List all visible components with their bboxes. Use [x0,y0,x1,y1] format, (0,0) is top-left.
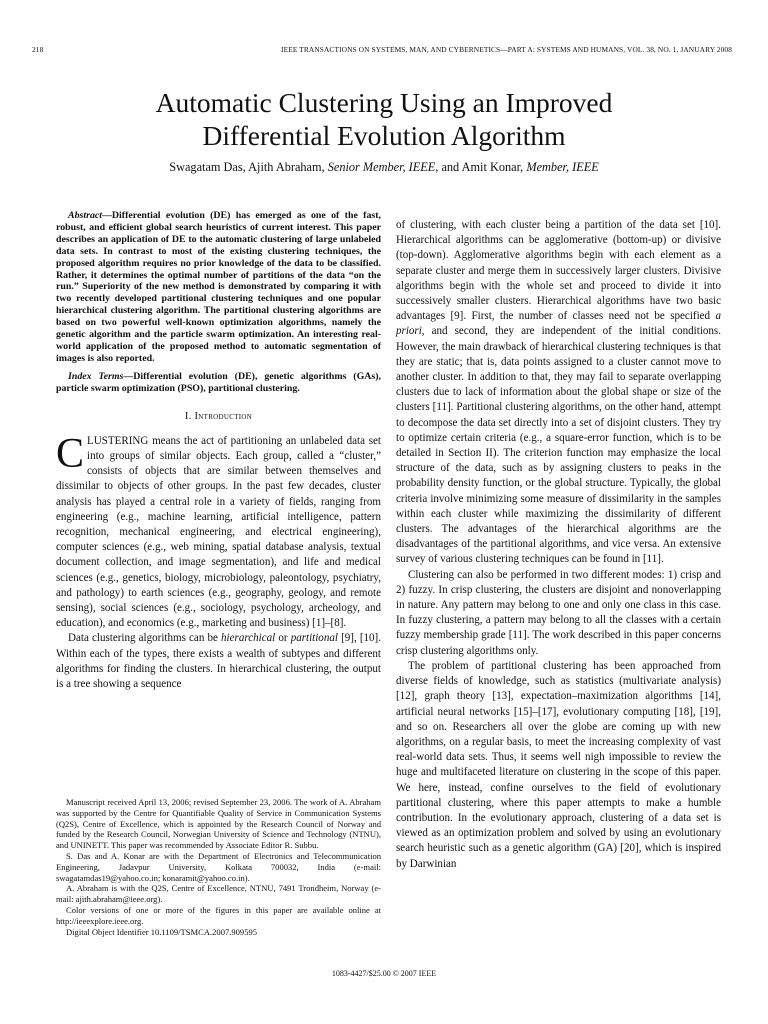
index-terms-label: Index Terms [68,370,124,382]
footnote-manuscript: Manuscript received April 13, 2006; revised September 23, 2006. The work of A. Abraham was supported by the Centre for Quantifiable Quality of Service in Communication Systems (Q2S), Centre of Excellence, which is appointed by the Research Council of Norway and funded by the Research Council, Norwegian University of Science and Technology (NTNU), and UNINETT. This paper was recommended by Associate Editor R. Subbu. [56,797,381,851]
term-partitional: partitional [290,632,338,645]
right-column [396,218,721,872]
page-number: 218 [32,45,44,54]
intro-paragraph-2 [56,631,381,692]
abstract [56,210,381,365]
intro-paragraph-1 [56,430,381,632]
author-names-1: Swagatam Das, Ajith Abraham, [169,160,328,174]
footnote-affiliation-2: A. Abraham is with the Q2S, Centre of Excellence, NTNU, 7491 Trondheim, Norway (e-mail: ajith.abraham@ieee.org). [56,883,381,905]
authors [0,160,768,175]
index-terms [56,371,381,395]
footnote [56,797,381,937]
journal-header: IEEE TRANSACTIONS ON SYSTEMS, MAN, AND CYBERNETICS—PART A: SYSTEMS AND HUMANS, VOL. 38, NO. 1, JANUARY 2008 [281,45,732,54]
index-terms-text: —Differential evolution (DE), genetic algorithms (GAs), particle swarm optimization (PSO), partitional clustering. [56,370,381,394]
abstract-label: Abstract [68,210,103,221]
intro-paragraph-1-text: LUSTERING means the act of partitioning an unlabeled data set into groups of similar objects. Each group, called a “cluster,” consists of objects that are similar between themselves and dissimilar to objects of other groups. In the past few decades, cluster analysis has played a central role in a variety of fields, ranging from engineering (e.g., machine learning, artificial intelligence, pattern recognition, mechanical engineering, and electrical engineering), computer sciences (e.g., web mining, spatial database analysis, textual document collection, and image segmentation), and life and medical sciences (e.g., genetics, biology, microbiology, paleontology, psychiatry, and pathology) to earth sciences (e.g., geography, geology, and remote sensing), social sciences (e.g., sociology, psychology, archeology, and education), and economics (e.g., marketing and business) [1]–[8]. [56,434,381,630]
section-heading: I. Introduction [184,410,253,422]
author-role-1: Senior Member, IEEE [327,160,436,174]
copyright-line: 1083-4427/$25.00 © 2007 IEEE [331,969,437,978]
footnote-doi: Digital Object Identifier 10.1109/TSMCA.2007.909595 [66,926,258,937]
intro-p2-text-b: [9], [10]. Within each of the types, there exists a wealth of subtypes and different algorithms for finding the clusters. In hierarchical clustering, the output is a tree showing a sequence [56,632,382,691]
abstract-text: —Differential evolution (DE) has emerged as one of the fast, robust, and efficient global search heuristics of current interest. This paper describes an application of DE to the automatic clustering of large unlabeled data sets. In contrast to most of the existing clustering techniques, the proposed algorithm requires no prior knowledge of the data to be classified. Rather, it determines the optimal number of partitions of the data “on the run.” Superiority of the new method is demonstrated by comparing it with two recently developed partitional clustering techniques and one popular hierarchical clustering algorithm. The partitional clustering algorithms are based on two powerful well-known optimization algorithms, namely the genetic algorithm and the particle swarm optimization. An interesting real-world application of the proposed method to automatic segmentation of images is also reported. [56,210,381,364]
footnote-color-note: Color versions of one or more of the figures in this paper are available online at http://ieeexplore.ieee.org. [56,904,381,926]
intro-p2-or: or [275,632,291,645]
right-paragraph-3: The problem of partitional clustering has been approached from diverse fields of knowledge, such as statistics (multivariate analysis) [12], graph theory [13], expectation–maximization algorithms [14], artificial neural networks [15]–[17], evolutionary computing [18], [19], and so on. Researchers all over the globe are coming up with new algorithms, on a regular basis, to meet the increasing complexity of vast real-world data sets. Thus, it seems well nigh impossible to review the huge and multifaceted literature on clustering in the scope of this paper. We here, instead, confine ourselves to the field of evolutionary partitional clustering, where this paper attempts to make a humble contribution. In the evolutionary approach, clustering of a data set is viewed as an optimization problem and solved by using an evolutionary search heuristic such as a genetic algorithm (GA) [20], which is inspired by Darwinian [396,659,721,870]
paper-title [0,86,768,152]
left-column [56,210,381,692]
footnote-affiliation-1: S. Das and A. Konar are with the Department of Electronics and Telecommunication Engineering, Jadavpur University, Kolkata 700032, India (e-mail: swagatamdas19@yahoo.co.in; konaramit@yahoo.co.in). [56,850,381,883]
term-a-priori: a priori [396,310,721,338]
title-line-1: Automatic Clustering Using an Improved [155,87,613,118]
drop-cap: C [56,430,85,477]
right-p1-text-b: , and second, they are independent of the initial conditions. However, the main drawback of hierarchical clustering techniques is that they are static; that is, data points assigned to a cluster cannot move to another cluster. In addition to that, they may fail to separate overlapping clusters due to lack of information about the global shape or size of the clusters [11]. Partitional clustering algorithms, on the other hand, attempt to decompose the data set directly into a set of disjoint clusters. They try to optimize certain criteria (e.g., a square-error function, which is to be detailed in Section II). The criterion function may emphasize the local structure of the data, such as by assigning clusters to peaks in the probability density function, or the global structure. Typically, the global criteria involve minimizing some measure of dissimilarity in the samples within each cluster while maximizing the dissimilarity of different clusters. The advantages of the hierarchical algorithms are the disadvantages of the partitional algorithms, and vice versa. An extensive survey of various clustering techniques can be found in [11]. [396,325,721,566]
author-role-2: Member, IEEE [526,160,599,174]
title-line-2: Differential Evolution Algorithm [202,120,566,151]
right-p1-text-a: of clustering, with each cluster being a partition of the data set [10]. Hierarchical algorithms can be agglomerative (bottom-up) or divisive (top-down). Agglomerative algorithms begin with each element as a separate cluster and merge them in successively larger clusters. Divisive algorithms begin with the whole set and proceed to divide it into successively smaller clusters. Hierarchical algorithms have two basic advantages [9]. First, the number of classes need not be specified [396,219,721,323]
term-hierarchical: hierarchical [221,632,276,645]
author-names-2: , and Amit Konar, [435,160,527,174]
intro-p2-text-a: Data clustering algorithms can be [68,632,222,645]
right-paragraph-1 [396,218,721,568]
right-paragraph-2: Clustering can also be performed in two different modes: 1) crisp and 2) fuzzy. In crisp clustering, the clusters are disjoint and nonoverlapping in nature. Any pattern may belong to one and only one class in this case. In fuzzy clustering, a pattern may belong to all the classes with a certain fuzzy membership grade [11]. The work described in this paper concerns crisp clustering algorithms only. [396,568,721,657]
